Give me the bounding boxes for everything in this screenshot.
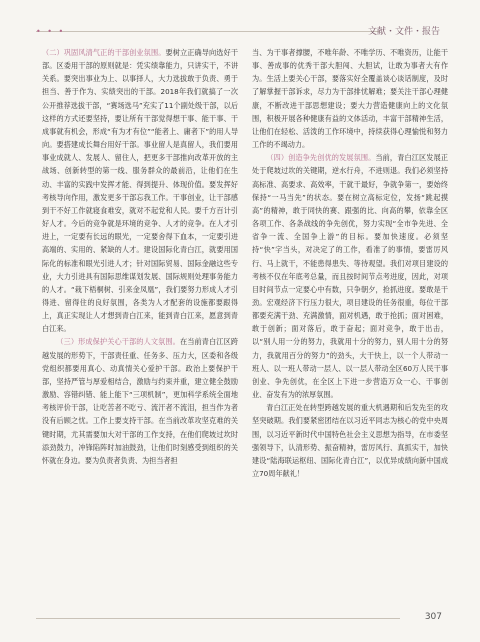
paragraph-text: 要树立正确导向选好干部。区委用干部的原则就是：凭实绩靠能力，只讲实干，不讲关系。要突出事业为上、以事择人，大力选拔敢于负责、勇于担当、善于作为、实绩突出的干部。2018年我们就搞了一次公开推荐选拔干部，“赛场选马”充实了11个副处级干部，以后这样的方式还要坚持，要让所有干部觉得想干事、能干事、干成事就有机会，形成“有为才有位”“能者上、庸者下”的用人导向。要搭建成长舞台用好干部。事业留人是真留人，我们要用事业成就人、发展人、留住人，把更多干部推向改革开放的主战场、创新转型的第一线、服务群众的最前沿，让他们在生动、丰富的实践中发挥才能、得到提升、体现价值。要发挥好考核导向作用，激发更多干部忘我工作。干事创业，让干部感到干不好工作就寝食难安，就对不起党和人民。要千方百计引好人才。今后的竞争就是环境的竞争、人才的竞争。在人才引进上，一定要有长远的眼光，一定要舍得下血本，一定要引进高端的、实用的、紧缺的人才。建设国际化青白江，就要用国际化的标准和眼光引进人才；针对国际贸易、国际金融这些专业，大力引进具有国际思维谋划发展、国际规则处理事务能力的人才。“栽下梧桐树、引来金凤凰”，我们要努力形成人才引得进、留得住的良好氛围，各类为人才配套的设施都要跟得上，真正实现让人才想到青白江来，能到青白江来，愿意到青白江来。 xyxy=(42,48,238,334)
section-subhead: （四）创造争先创优的发展氛围。 xyxy=(266,153,376,163)
paragraph xyxy=(42,335,238,467)
paragraph-text: 当前，青白江区发展正处于爬坡过坎的关键期，逆水行舟，不进则退。我们必须坚持高标准、高要求、高效率，干就干最好，争就争第一，要始终保持“一马当先”的状态。要在树立高标定位，发扬“跳起摸高”的精神，敢于同快的赛、跟强的比、向高的攀，依靠全区各项工作、各条战线的争先创优，努力实现“全市争先进、全省争一流、全国争上游”的目标。要加快速度。必须坚持“快”字当头，对决定了的工作，看准了的事情，要雷厉风行、马上就干，不能患得患失、等待观望。我们对项目建设的考核不仅在年底考总量，而且按时间节点考进度，因此，对项目时间节点一定要心中有数，只争朝夕，抢抓进度。要敢是干劲。宏观经济下行压力很大，项目建设的任务很重，每位干部都要充满干劲、充满激情，面对机遇，敢于抢抓；面对困难，敢于创新；面对落后，敢于奋起；面对竞争，敢于出击，以“别人用一分的努力，我就用十分的努力，别人用十分的努力，我就用百分的努力”的劲头，大干快上，以一个人带动一班人、以一班人带动一层人、以一层人带动全区60万人民干事创业、争先创优，在全区上下进一步营造万众一心、干事创业、奋发有为的浓厚氛围。 xyxy=(252,153,448,400)
header-title: 文献・文件・报告 xyxy=(367,27,440,37)
left-column xyxy=(42,46,238,606)
text-columns xyxy=(42,46,448,606)
section-subhead: （三）形成保护关心干部的人文氛围。 xyxy=(56,337,180,347)
right-column xyxy=(252,46,448,606)
header-decoration: • • • xyxy=(36,27,66,36)
paragraph-text: 当、为干事者撑腰，不唯年龄、不唯学历、不唯资历，让能干事、善成事的优秀干部大胆闯、大胆试，让敢为事者大有作为。生活上要关心干部，要落实好全覆盖谈心谈话制度，及时了解掌握干部诉求，尽力为干部排忧解难；要关注干部心理健康，不断改进干部思想建设；要大力营造健康向上的文化氛围，积极开展各种健康有益的文体活动，丰富干部精神生活，让他们在轻松、活泼的工作环境中，持续获得心理愉悦和努力工作的不竭动力。 xyxy=(252,48,448,150)
footer-rule xyxy=(36,618,400,619)
paragraph-text: 在当前青白江区跨越发展的形势下，干部责任重、任务多、压力大，区委和各级党组织都要用真心、动真情关心爱护干部。政治上要保护干部，坚持严管与厚爱相结合，激励与约束并重，建立健全鼓励激励、容错纠错、能上能下“三项机制”，更加科学系统全面地考核评价干部，让吃苦者不吃亏、流汗者不流泪，担当作为者没有后顾之忧。工作上要支持干部。在当前改革攻坚克难的关键时期，尤其需要加大对干部的工作支持，在他们爬坡过坎时添劲鼓力，冲锋陷阵时加油鼓劲，让他们时刻感受到组织的关怀就在身边。要为负责者负责、为担当者担 xyxy=(42,337,238,465)
header-rule xyxy=(36,31,380,32)
paragraph xyxy=(252,46,448,151)
paragraph xyxy=(42,46,238,335)
paragraph xyxy=(252,151,448,401)
page-number: 307 xyxy=(424,612,442,622)
section-subhead: （二）巩固风清气正的干部创业氛围。 xyxy=(42,48,166,57)
paragraph-text: 青白江正处在转型跨越发展的重大机遇期和后发先至的攻坚突破期。我们要紧密团结在以习近平同志为核心的党中央周围，以习近平新时代中国特色社会主义思想为指导，在市委坚强领导下，认清形势、振奋精神，雷厉风行、真抓实干，加快建设“陆海联运枢纽、国际化青白江”，以优异成绩向新中国成立70周年献礼！ xyxy=(252,403,448,478)
running-header xyxy=(0,22,480,40)
paragraph xyxy=(252,401,448,480)
